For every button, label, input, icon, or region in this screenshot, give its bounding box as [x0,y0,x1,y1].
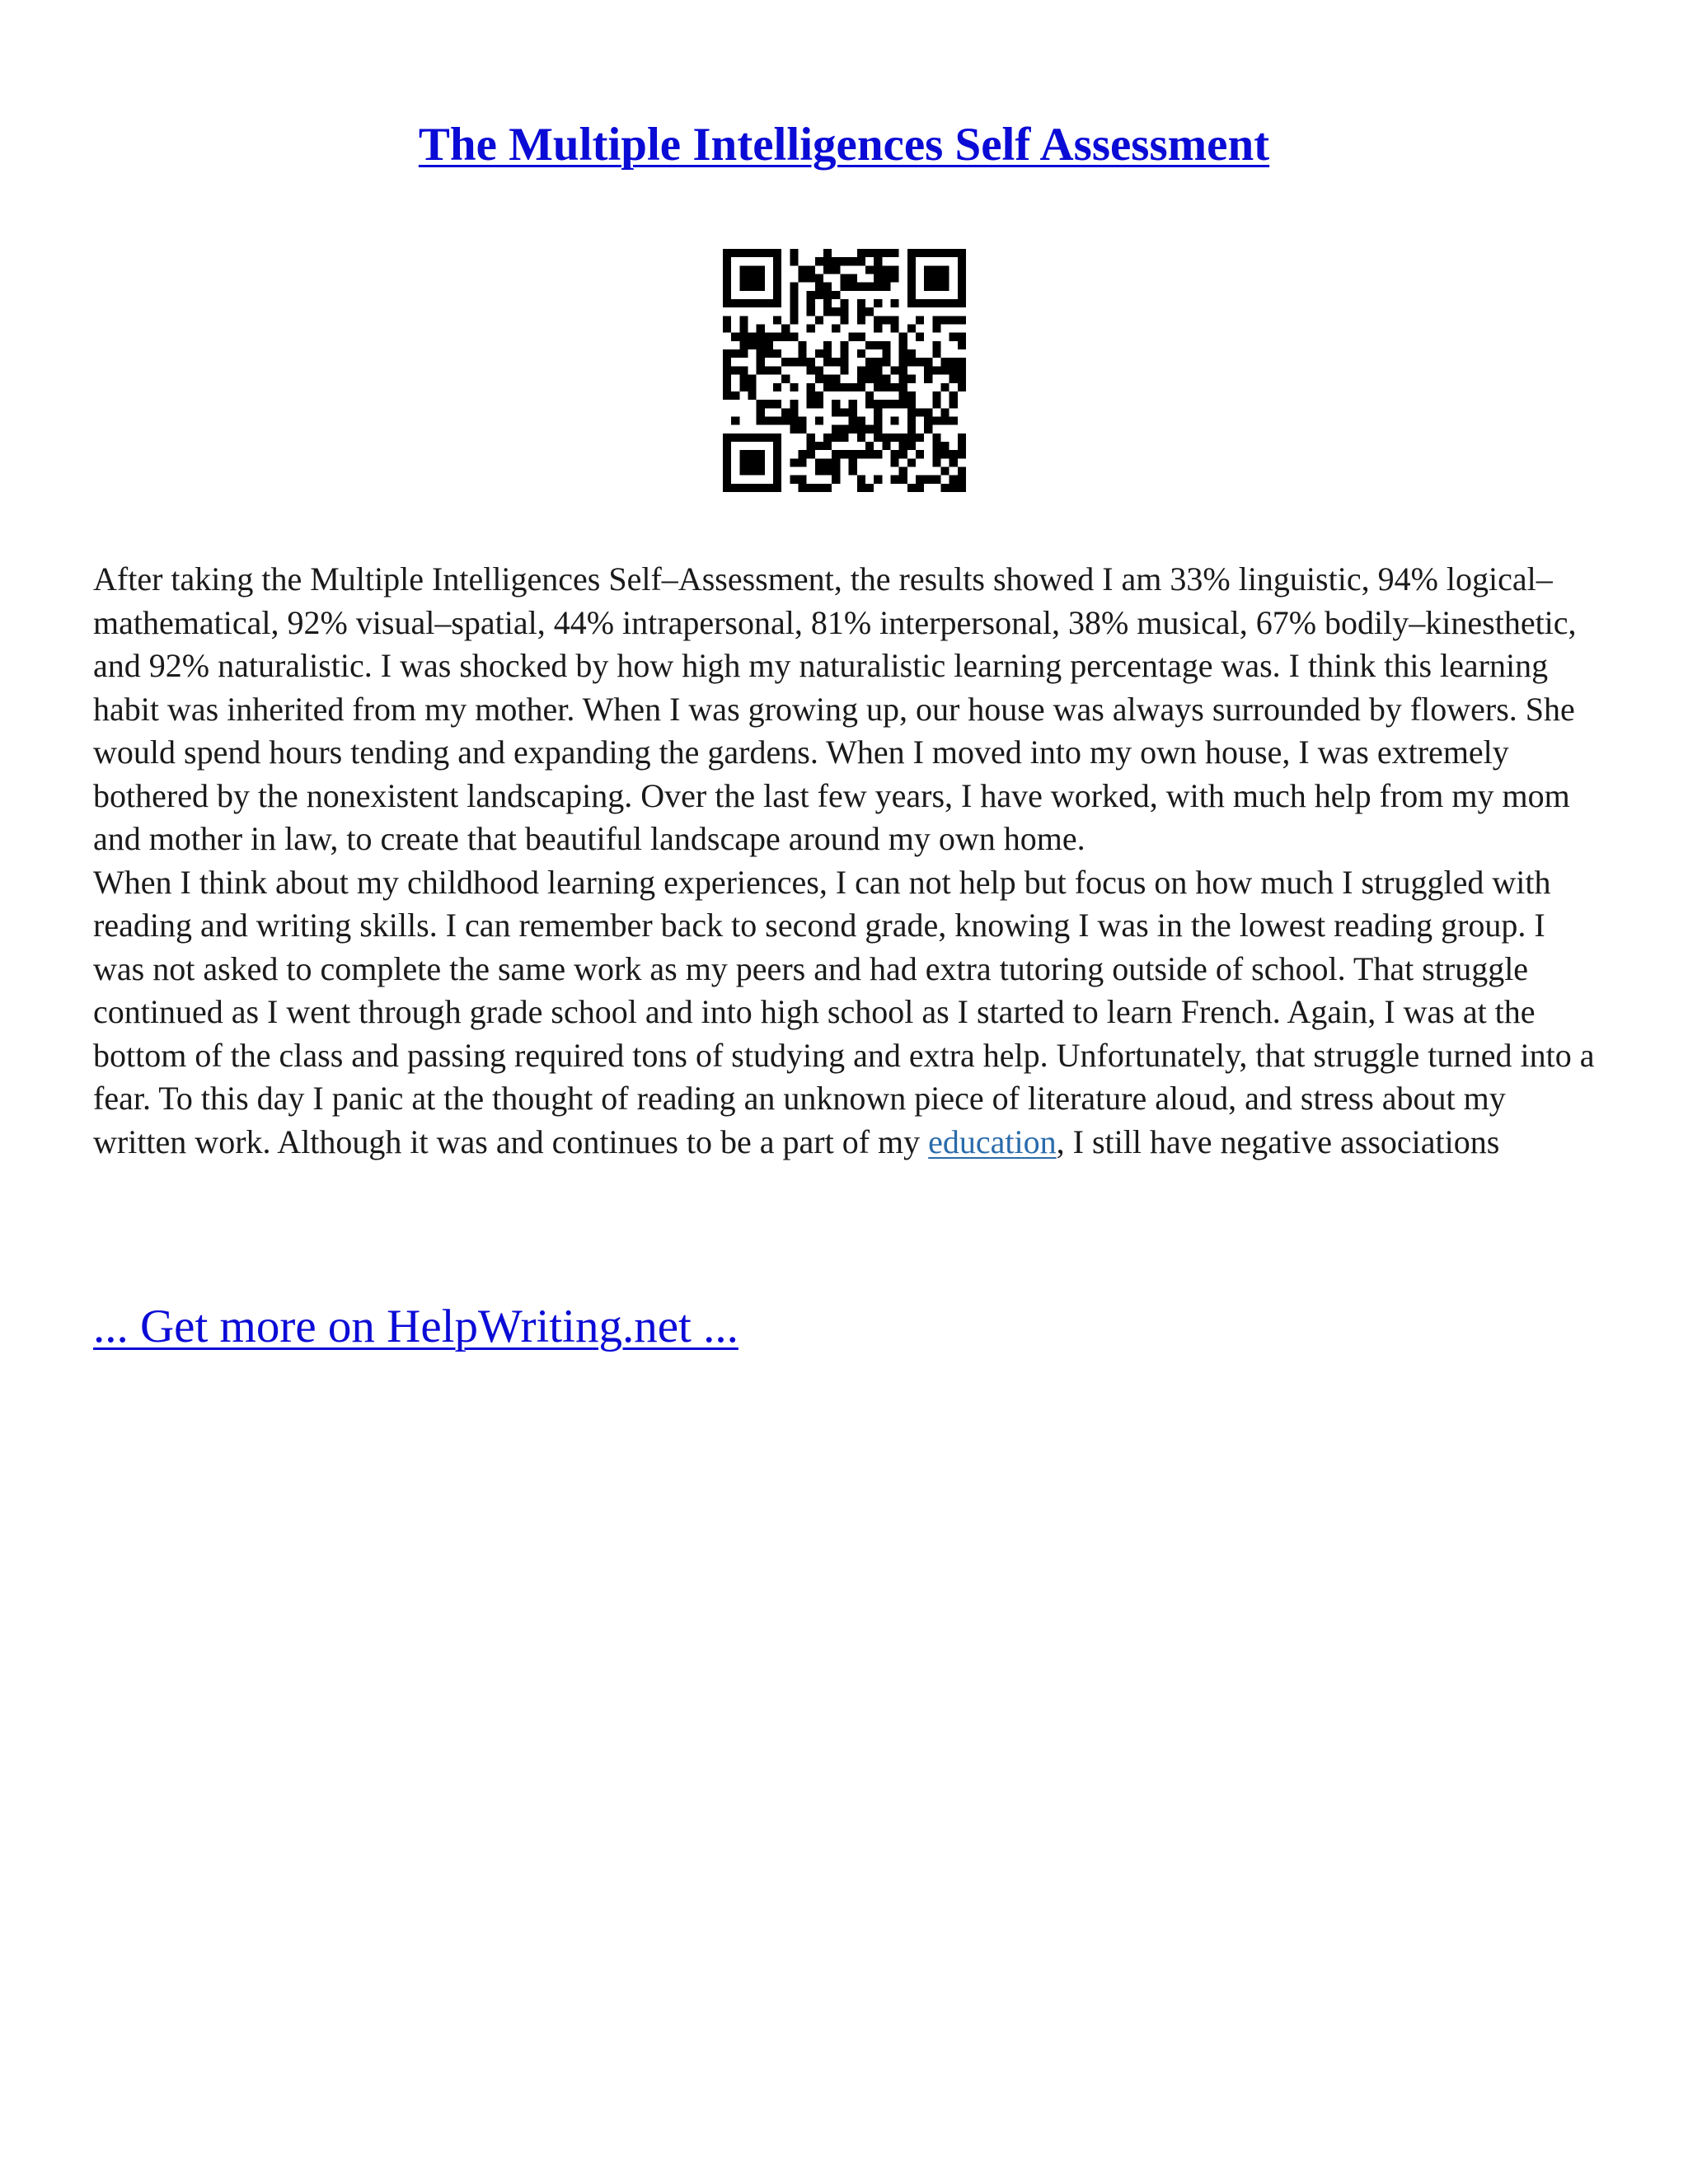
qr-code-icon [723,249,966,492]
title-link[interactable]: The Multiple Intelligences Self Assessment [418,119,1270,171]
get-more-container [93,1296,738,1358]
qr-code-graphic [723,249,966,492]
paragraph-2-text-before-link: When I think about my childhood learning experiences, I can not help but focus on how much I struggled with reading and writing skills. I can remember back to second grade, knowing I was in the lowest reading group. I was not asked to complete the same work as my peers and had extra tutoring outside of school. That struggle continued as I went through grade school and into high school as I started to learn French. Again, I was at the bottom of the class and passing required tons of studying and extra help. Unfortunately, that struggle turned into a fear. To this day I panic at the thought of reading an unknown piece of literature aloud, and stress about my written work. Although it was and continues to be a part of my [93,863,1595,1160]
paragraph-1: After taking the Multiple Intelligences Self–Assessment, the results showed I am 33% linguistic, 94% logical–mathematical, 92% visual–spatial, 44% intrapersonal, 81% interpersonal, 38% musical, 67% bodily–kinesthetic, and 92% naturalistic. I was shocked by how high my naturalistic learning percentage was. I think this learning habit was inherited from my mother. When I was growing up, our house was always surrounded by flowers. She would spend hours tending and expanding the gardens. When I moved into my own house, I was extremely bothered by the nonexistent landscaping. Over the last few years, I have worked, with much help from my mom and mother in law, to create that beautiful landscape around my own home. [93,560,1577,857]
education-link[interactable]: education [928,1122,1057,1160]
document-title [0,114,1688,176]
get-more-link[interactable]: ... Get more on HelpWriting.net ... [93,1301,738,1352]
paragraph-2-text-after-link: , I still have negative associations [1056,1122,1500,1160]
paragraph-2 [93,861,1601,1165]
document-body [93,558,1601,1164]
